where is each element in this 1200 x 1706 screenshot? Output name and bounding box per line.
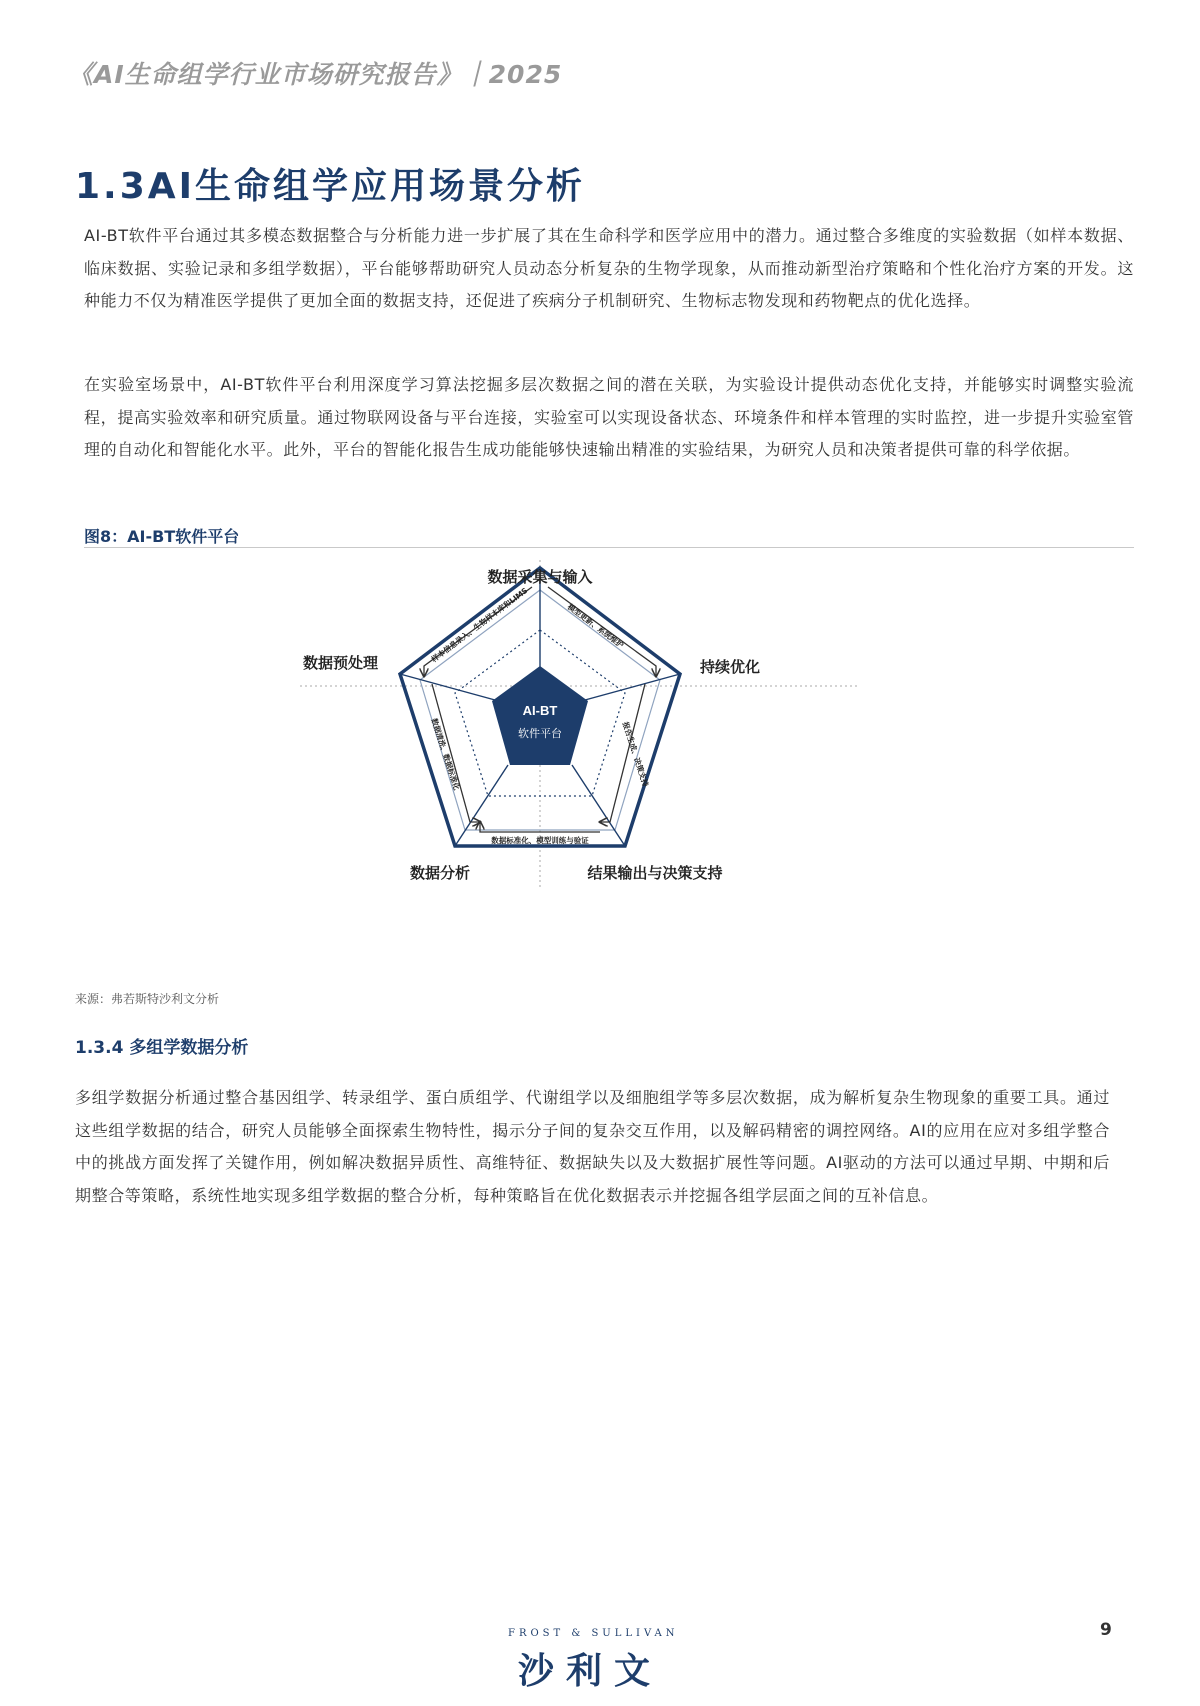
center-label-en: AI-BT bbox=[522, 703, 558, 718]
footer-brand-en: FROST & SULLIVAN bbox=[508, 1628, 679, 1639]
page-number: 9 bbox=[1100, 1620, 1112, 1640]
figure-divider bbox=[84, 547, 1134, 548]
subsection-title: 1.3.4 多组学数据分析 bbox=[75, 1038, 249, 1058]
edge-label-right: 报告生成、决策支持 bbox=[620, 720, 651, 788]
edge-label-top-right: 模型更新、系统维护 bbox=[565, 602, 626, 650]
vertex-label-top: 数据采集与输入 bbox=[487, 568, 593, 586]
vertex-label-bottom-right: 结果输出与决策支持 bbox=[587, 864, 723, 882]
vertex-label-left: 数据预处理 bbox=[302, 654, 378, 672]
ai-bt-platform-diagram bbox=[300, 560, 860, 980]
footer-brand-cn: 沙利文 bbox=[518, 1651, 663, 1692]
figure-label: 图8：AI-BT软件平台 bbox=[84, 527, 240, 546]
center-label-cn: 软件平台 bbox=[518, 727, 562, 740]
figure-source: 来源：弗若斯特沙利文分析 bbox=[75, 992, 220, 1006]
vertex-label-right: 持续优化 bbox=[700, 658, 761, 676]
paragraph-1: AI-BT软件平台通过其多模态数据整合与分析能力进一步扩展了其在生命科学和医学应用中的潜力。通过整合多维度的实验数据（如样本数据、临床数据、实验记录和多组学数据），平台能够帮助研究人员动态分析复杂的生物学现象，从而推动新型治疗策略和个性化治疗方案的开发。这种能力不仅为精准医学提供了更加全面的数据支持，还促进了疾病分子机制研究、生物标志物发现和药物靶点的优化选择。 bbox=[84, 226, 1134, 310]
vertex-label-bottom-left: 数据分析 bbox=[409, 864, 471, 882]
edge-label-bottom: 数据标准化、模型训练与验证 bbox=[491, 836, 589, 845]
edge-label-top-left: 样本信息录入、生物样本库和LIMS bbox=[429, 585, 530, 665]
paragraph-3: 多组学数据分析通过整合基因组学、转录组学、蛋白质组学、代谢组学以及细胞组学等多层次数据，成为解析复杂生物现象的重要工具。通过这些组学数据的结合，研究人员能够全面探索生物特性，揭示分子间的复杂交互作用，以及解码精密的调控网络。AI的应用在应对多组学整合中的挑战方面发挥了关键作用，例如解决数据异质性、高维特征、数据缺失以及大数据扩展性等问题。AI驱动的方法可以通过早期、中期和后期整合等策略，系统性地实现多组学数据的整合分析，每种策略旨在优化数据表示并挖掘各组学层面之间的互补信息。 bbox=[75, 1088, 1110, 1205]
section-title: 1.3AI生命组学应用场景分析 bbox=[75, 166, 586, 207]
report-header: 《AI生命组学行业市场研究报告》｜2025 bbox=[68, 60, 563, 89]
edge-label-left: 数据清洗、数据标准化 bbox=[429, 717, 462, 792]
paragraph-2: 在实验室场景中，AI-BT软件平台利用深度学习算法挖掘多层次数据之间的潜在关联，为实验设计提供动态优化支持，并能够实时调整实验流程，提高实验效率和研究质量。通过物联网设备与平台连接，实验室可以实现设备状态、环境条件和样本管理的实时监控，进一步提升实验室管理的自动化和智能化水平。此外，平台的智能化报告生成功能能够快速输出精准的实验结果，为研究人员和决策者提供可靠的科学依据。 bbox=[84, 375, 1134, 459]
